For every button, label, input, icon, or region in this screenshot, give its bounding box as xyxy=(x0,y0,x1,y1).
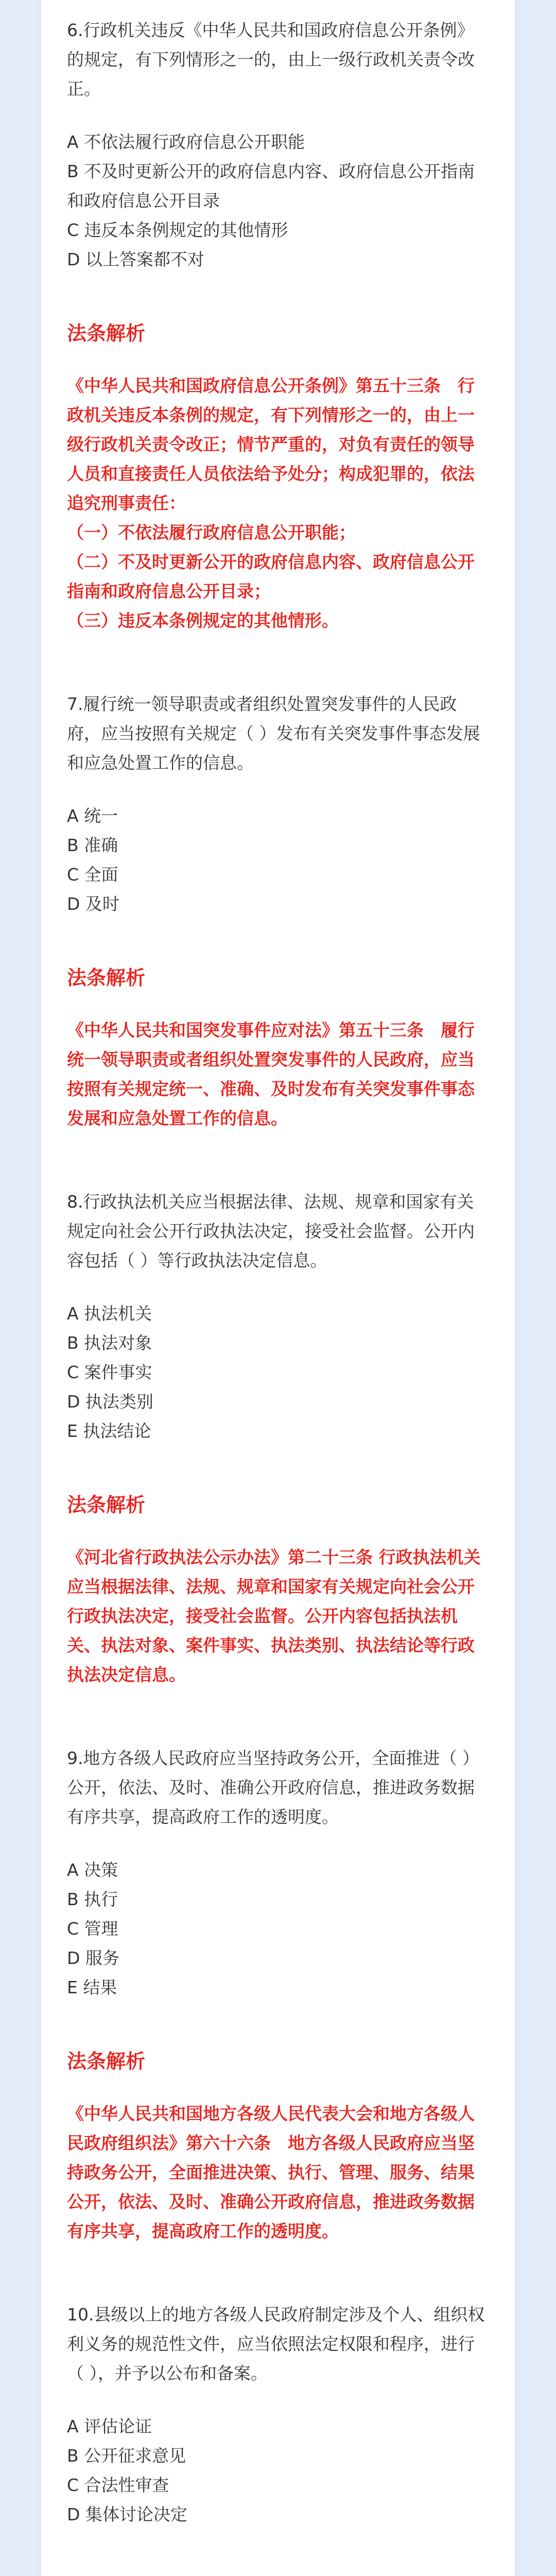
option-item: D 集体讨论决定 xyxy=(67,2504,187,2524)
option-item: C 管理 xyxy=(67,1919,118,1939)
option-item: A 统一 xyxy=(67,806,118,826)
option-item: A 评估论证 xyxy=(67,2416,152,2436)
option-list xyxy=(67,2412,489,2529)
option-item: E 执法结论 xyxy=(67,1421,151,1441)
question-text: 9.地方各级人民政府应当坚持政务公开，全面推进（ ）公开，依法、及时、准确公开政府信息，推进政务数据有序共享，提高政府工作的透明度。 xyxy=(67,1748,479,1827)
questions-container xyxy=(41,0,515,2576)
option-item: D 及时 xyxy=(67,894,119,914)
analysis-title: 法条解析 xyxy=(67,322,146,345)
analysis-text: 《中华人民共和国地方各级人民代表大会和地方各级人民政府组织法》第六十六条 地方各级人民政府应当坚持政务公开，全面推进决策、执行、管理、服务、结果公开，依法、及时、准确公开政府信息，推进政务数据有序共享，提高政府工作的透明度。 xyxy=(67,2104,475,2241)
question-block-7 xyxy=(67,689,489,1133)
question-block-10 xyxy=(67,2300,489,2576)
question-text: 6.行政机关违反《中华人民共和国政府信息公开条例》的规定，有下列情形之一的，由上一级行政机关责令改正。 xyxy=(67,20,475,99)
question-text: 8.行政执法机关应当根据法律、法规、规章和国家有关规定向社会公开行政执法决定，接受社会监督。公开内容包括（ ）等行政执法决定信息。 xyxy=(67,1192,475,1270)
option-item: C 案件事实 xyxy=(67,1362,152,1382)
analysis-title: 法条解析 xyxy=(67,967,146,989)
option-item: A 决策 xyxy=(67,1860,118,1880)
analysis-text: 《河北省行政执法公示办法》第二十三条 行政执法机关应当根据法律、法规、规章和国家有关规定向社会公开行政执法决定，接受社会监督。公开内容包括执法机关、执法对象、案件事实、执法类别、执法结论等行政执法决定信息。 xyxy=(67,1547,481,1685)
option-item: C 全面 xyxy=(67,865,118,885)
option-item: B 不及时更新公开的政府信息内容、政府信息公开指南和政府信息公开目录 xyxy=(67,161,475,211)
question-block-6 xyxy=(67,15,489,635)
option-item: E 结果 xyxy=(67,1977,117,1997)
question-block-9 xyxy=(67,1743,489,2246)
section-spacer xyxy=(67,2246,489,2300)
option-list xyxy=(67,1299,489,1446)
option-item: A 执法机关 xyxy=(67,1303,152,1324)
article-card xyxy=(41,0,515,2576)
option-item: D 服务 xyxy=(67,1948,119,1968)
section-spacer xyxy=(67,1133,489,1187)
section-spacer xyxy=(67,635,489,689)
option-list xyxy=(67,801,489,919)
analysis-text: 《中华人民共和国政府信息公开条例》第五十三条 行政机关违反本条例的规定，有下列情形之一的，由上一级行政机关责令改正；情节严重的，对负有责任的领导人员和直接责任人员依法给予处分；构成犯罪的，依法追究刑事责任： （一）不依法履行政府信息公开职能； （二）不及时更新公开的政府信息内容、政府信息公开指南和政府信息公开目录； （三）违反本条例规定的其他情形。 xyxy=(67,376,475,631)
analysis-text: 《中华人民共和国突发事件应对法》第五十三条 履行统一领导职责或者组织处置突发事件的人民政府，应当按照有关规定统一、准确、及时发布有关突发事件事态发展和应急处置工作的信息。 xyxy=(67,1020,475,1128)
option-item: B 公开征求意见 xyxy=(67,2446,186,2466)
option-item: B 执行 xyxy=(67,1889,118,1909)
option-item: B 准确 xyxy=(67,835,118,855)
option-item: B 执法对象 xyxy=(67,1333,152,1353)
section-spacer xyxy=(67,1689,489,1743)
question-text: 10.县级以上的地方各级人民政府制定涉及个人、组织权利义务的规范性文件，应当依照法定权限和程序，进行（ ），并予以公布和备案。 xyxy=(67,2304,485,2383)
option-item: D 以上答案都不对 xyxy=(67,249,204,269)
question-text: 7.履行统一领导职责或者组织处置突发事件的人民政府，应当按照有关规定（ ）发布有关突发事件事态发展和应急处置工作的信息。 xyxy=(67,694,480,773)
analysis-title: 法条解析 xyxy=(67,2050,146,2073)
option-item: D 执法类别 xyxy=(67,1392,153,1412)
option-list xyxy=(67,1855,489,2002)
option-item: C 违反本条例规定的其他情形 xyxy=(67,220,288,240)
option-item: A 不依法履行政府信息公开职能 xyxy=(67,132,305,152)
option-list xyxy=(67,127,489,274)
question-block-8 xyxy=(67,1187,489,1689)
option-item: C 合法性审查 xyxy=(67,2475,169,2495)
analysis-title: 法条解析 xyxy=(67,1494,146,1516)
